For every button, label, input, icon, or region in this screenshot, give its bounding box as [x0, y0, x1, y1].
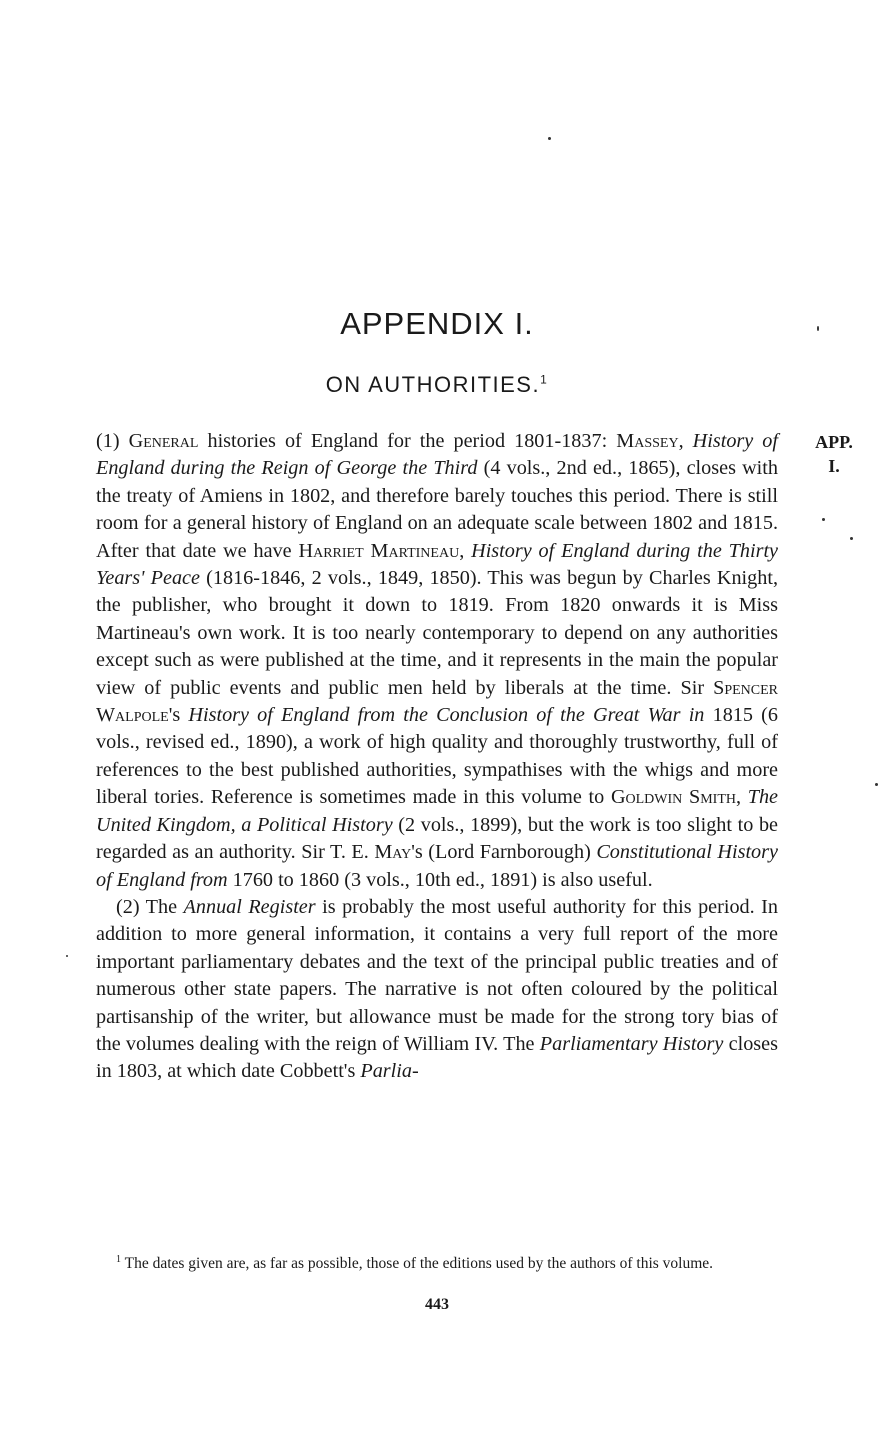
- book-title: The United Kingdom, a Political History: [96, 786, 779, 836]
- text-run: ,: [459, 539, 472, 562]
- book-title: Annual Register: [183, 895, 316, 918]
- footnote-marker: 1: [116, 1254, 121, 1265]
- section-subtitle: [96, 372, 778, 398]
- book-title: History of England during the Thirty Years' Peace: [96, 539, 779, 590]
- small-caps-run: General: [128, 430, 199, 452]
- text-run: (2) The: [116, 895, 184, 918]
- paragraph-general-histories: [96, 428, 778, 894]
- margin-note-line: I.: [828, 456, 840, 476]
- book-title: History of England during the Reign of George the Third: [96, 430, 778, 480]
- scan-speck: [66, 955, 68, 957]
- scan-speck: [822, 518, 825, 521]
- text-run: 's: [168, 704, 189, 727]
- footnote: [96, 1249, 778, 1275]
- scan-speck: [817, 326, 819, 331]
- author-name: May: [374, 841, 412, 864]
- text-run: (2 vols., 1899), but the work is too slight to be regarded as an authority. Sir T. E.: [96, 813, 778, 864]
- text-run: (1816-1846, 2 vols., 1849, 1850). This was begun by Charles Knight, the publisher, who brought it down to 1819. From 1820 onwards it is Miss Martineau's own work. It is too nearly contemporary to depend on any authorities except such as were published at the time, and it represents in the main the popular view of public events and public men held by liberals at the time. Sir: [96, 567, 778, 699]
- author-name: Massey: [616, 430, 679, 452]
- footnote-text: The dates given are, as far as possible, those of the editions used by the authors of this volume.: [121, 1255, 714, 1273]
- text-run: 1815 (6 vols., revised ed., 1890), a work of high quality and thoroughly trustworthy, full of references to the best published authorities, sympathises with the whigs and more liberal tories. Reference is sometimes made in this volume to: [96, 704, 778, 809]
- scan-speck: [875, 783, 878, 786]
- footnote-reference: 1: [540, 372, 549, 387]
- book-title: History of England from the Conclusion of the Great War in: [188, 704, 705, 727]
- text-run: ,: [735, 786, 748, 809]
- book-title: Parliamentary History: [539, 1032, 724, 1055]
- author-name: Spencer Walpole: [96, 676, 778, 727]
- text-run: ,: [678, 430, 693, 452]
- text-run: 1760 to 1860 (3 vols., 10th ed., 1891) is also useful.: [227, 868, 653, 891]
- page-number: 443: [425, 1296, 449, 1313]
- page-title: APPENDIX I.: [340, 306, 534, 341]
- paragraph-annual-register: [96, 894, 778, 1086]
- margin-note-line: APP.: [815, 432, 853, 452]
- text-run: (4 vols., 2nd ed., 1865), closes with the treaty of Amiens in 1802, and therefore barely touches this period. There is still room for a general history of England on an adequate scale between 1802 and 1815. After that date we have: [96, 457, 778, 562]
- margin-note: [804, 430, 864, 478]
- text-run: 's (Lord Farnborough): [411, 841, 597, 864]
- text-run: histories of England for the period 1801-1837:: [198, 430, 617, 452]
- text-run: (1): [96, 430, 129, 452]
- book-title: Parlia-: [360, 1060, 419, 1083]
- book-title: Constitutional History of England from: [96, 841, 778, 891]
- text-run: is probably the most useful authority for this period. In addition to more general information, it contains a very full report of the more important parliamentary debates and the text of the principal public treaties and of numerous other state papers. The narrative is not often coloured by the political partisanship of the writer, but allowance must be made for the strong tory bias of the volumes dealing with the reign of William IV. The: [96, 895, 779, 1055]
- scan-speck: [850, 537, 853, 540]
- author-name: Goldwin Smith: [610, 786, 736, 809]
- body-text: [96, 428, 778, 1086]
- scan-speck: [548, 137, 551, 140]
- text-run: closes in 1803, at which date Cobbett's: [96, 1032, 778, 1083]
- subtitle-text: ON AUTHORITIES.: [325, 372, 541, 397]
- author-name: Harriet Martineau: [298, 539, 460, 562]
